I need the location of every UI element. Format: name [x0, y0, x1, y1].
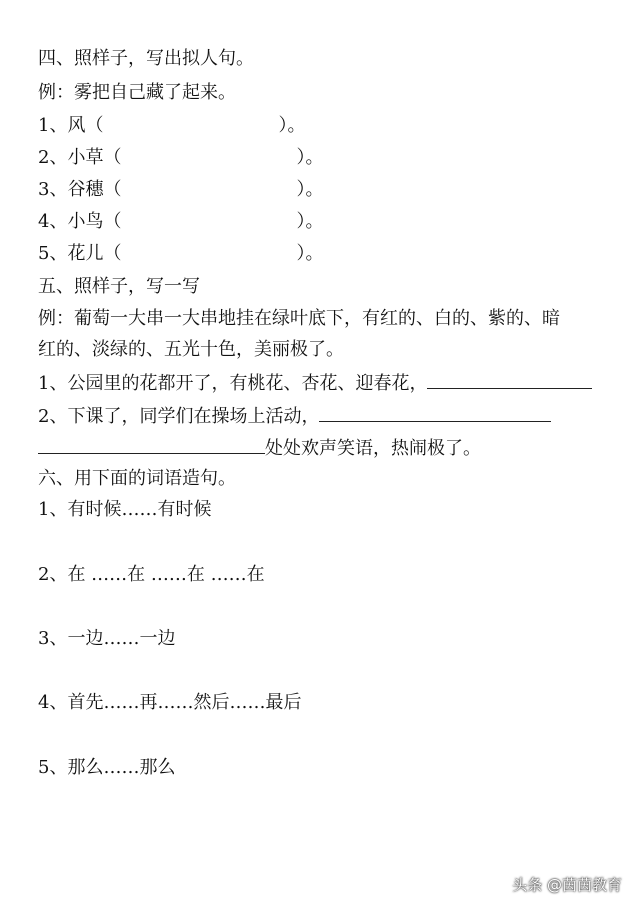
- section5-example-line2: 红的、淡绿的、五光十色，美丽极了。: [38, 339, 344, 360]
- section6-item-3: 3、一边……一边: [38, 628, 176, 649]
- item-suffix: ）。: [296, 147, 324, 168]
- section5-question-1: [38, 370, 592, 396]
- item-prefix: 4、小鸟（: [38, 211, 122, 232]
- watermark: 头条 @茵茵教育: [512, 876, 622, 894]
- item-suffix: ）。: [296, 179, 324, 200]
- section4-item-5: [38, 242, 323, 266]
- item-suffix: ）。: [278, 115, 306, 136]
- question-text: 处处欢声笑语，热闹极了。: [265, 438, 481, 459]
- answer-line[interactable]: [319, 403, 551, 422]
- section5-question-2-continued: [38, 435, 481, 461]
- section6-item-1: 1、有时候……有时候: [38, 499, 212, 520]
- section6-item-5: 5、那么……那么: [38, 757, 176, 778]
- item-suffix: ）。: [296, 211, 324, 232]
- question-text: 2、下课了，同学们在操场上活动，: [38, 406, 320, 427]
- item-prefix: 2、小草（: [38, 147, 122, 168]
- section5-question-2: [38, 403, 551, 429]
- section4-item-1: [38, 114, 305, 138]
- section4-item-3: [38, 178, 323, 202]
- section6-item-4: 4、首先……再……然后……最后: [38, 692, 302, 713]
- section4-example: 例：雾把自己藏了起来。: [38, 82, 236, 103]
- section5-heading: 五、照样子，写一写: [38, 276, 200, 297]
- section5-example-line1: 例：葡萄一大串一大串地挂在绿叶底下，有红的、白的、紫的、暗: [38, 308, 560, 329]
- section4-item-4: [38, 210, 323, 234]
- item-suffix: ）。: [296, 243, 324, 264]
- section6-item-2: 2、在 ……在 ……在 ……在: [38, 564, 265, 585]
- answer-line[interactable]: [427, 370, 592, 389]
- item-prefix: 5、花儿（: [38, 243, 122, 264]
- question-text: 1、公园里的花都开了，有桃花、杏花、迎春花，: [38, 373, 428, 394]
- item-prefix: 3、谷穗（: [38, 179, 122, 200]
- answer-line[interactable]: [38, 435, 265, 454]
- section6-heading: 六、用下面的词语造句。: [38, 468, 236, 489]
- section4-item-2: [38, 146, 323, 170]
- section4-heading: 四、照样子，写出拟人句。: [38, 48, 254, 69]
- item-prefix: 1、风（: [38, 115, 104, 136]
